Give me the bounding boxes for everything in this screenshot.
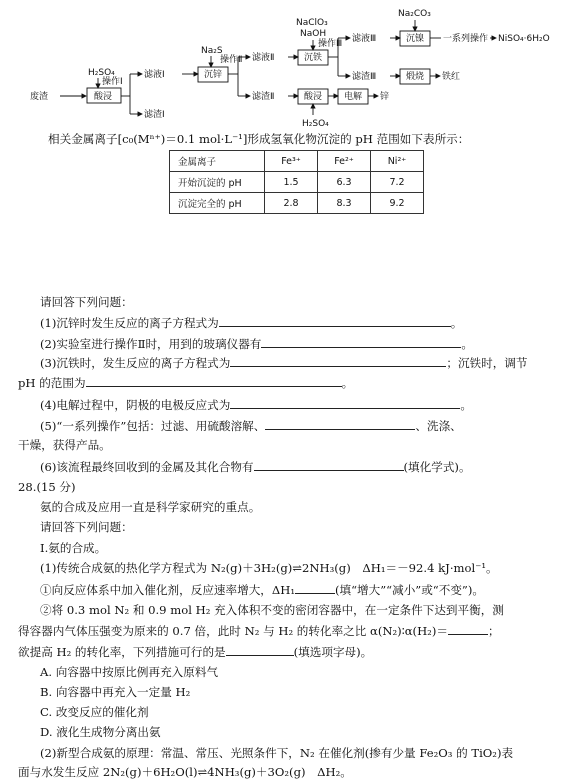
- answer-blank[interactable]: [219, 314, 451, 327]
- flow-residue1: 滤渣Ⅰ: [144, 110, 165, 120]
- q28-1: (1)传统合成氨的热化学方程式为 N₂(g)＋3H₂(g)⇌2NH₃(g) ΔH₁＝－92.4 kJ·mol⁻¹。: [40, 561, 498, 575]
- flow-acid-leach2: 酸浸: [304, 92, 323, 102]
- flow-na2co3: Na₂CO₃: [398, 9, 431, 19]
- intro-line: 相关金属离子[c₀(Mⁿ⁺)＝0.1 mol·L⁻¹]形成氢氧化物沉淀的 pH 范围如下表所示：: [48, 132, 470, 146]
- q28-part1: Ⅰ.氨的合成。: [40, 541, 107, 555]
- q28-2: (2)新型合成氨的原理：常温、常压、光照条件下，N₂ 在催化剂(掺有少量 Fe₂O₃ 的 TiO₂)表: [40, 746, 514, 760]
- q28-header: 28.(15 分): [18, 480, 76, 494]
- flow-fe-precip: 沉铁: [304, 53, 323, 63]
- table-row: 金属离子 Fe³⁺ Fe²⁺ Ni²⁺: [170, 151, 424, 172]
- q28-1b: ②将 0.3 mol N₂ 和 0.9 mol H₂ 充入体积不变的密闭容器中，在一定条件下达到平衡，测: [40, 603, 504, 617]
- table-row: 开始沉淀的 pH 1.5 6.3 7.2: [170, 172, 424, 193]
- q28-1a: ①向反应体系中加入催化剂，反应速率增大，ΔH₁ (填“增大”“减小”或“不变”)。: [40, 583, 484, 597]
- flow-electrolysis: 电解: [344, 92, 363, 102]
- q27-3: (3)沉铁时，发生反应的离子方程式为 ；沉铁时，调节: [40, 356, 528, 370]
- flow-residue3: 滤渣Ⅲ: [352, 72, 377, 82]
- flow-zinc: 锌: [380, 92, 390, 102]
- q28-prompt: 请回答下列问题：: [40, 520, 133, 534]
- q27-4: (4)电解过程中，阴极的电极反应式为 。: [40, 398, 472, 412]
- option-a[interactable]: A. 向容器中按原比例再充入原料气: [40, 665, 219, 679]
- q27-1: (1)沉锌时发生反应的离子方程式为 。: [40, 316, 463, 330]
- flow-iron-red: 铁红: [442, 72, 461, 82]
- flow-product: NiSO₄·6H₂O: [498, 34, 550, 44]
- process-flow-diagram: [30, 0, 550, 132]
- q27-2: (2)实验室进行操作Ⅱ时，用到的玻璃仪器有 。: [40, 337, 474, 351]
- flow-calcine: 煅烧: [406, 72, 425, 82]
- flow-zn-precip: 沉锌: [204, 70, 223, 80]
- flow-filtrate1: 滤液Ⅰ: [144, 70, 165, 80]
- q27-3c: pH 的范围为 。: [18, 376, 354, 390]
- answer-blank[interactable]: [226, 643, 294, 656]
- flow-op3: 操作Ⅲ: [318, 39, 343, 49]
- ph-range-table: [169, 150, 424, 214]
- answer-blank[interactable]: [86, 374, 342, 387]
- answer-blank[interactable]: [230, 396, 460, 409]
- q28-1b-cont: 得容器内气体压强变为原来的 0.7 倍，此时 N₂ 与 H₂ 的转化率之比 α(N₂)∶α(H₂)＝ ；: [18, 624, 500, 638]
- flow-waste: 废渣: [30, 92, 49, 102]
- flow-h2so4-top: H₂SO₄: [88, 68, 115, 78]
- flow-ni-precip: 沉镍: [406, 34, 425, 44]
- q27-6: (6)该流程最终回收到的金属及其化合物有 (填化学式)。: [40, 460, 471, 474]
- option-b[interactable]: B. 向容器中再充入一定量 H₂: [40, 685, 191, 699]
- flow-h2so4-bottom: H₂SO₄: [302, 119, 329, 129]
- q28-intro: 氨的合成及应用一直是科学家研究的重点。: [40, 500, 261, 514]
- answer-blank[interactable]: [261, 335, 461, 348]
- q28-1b-cont2: 欲提高 H₂ 的转化率，下列措施可行的是 (填选项字母)。: [18, 645, 373, 659]
- flow-series-ops: 一系列操作: [443, 34, 489, 44]
- flow-na2s: Na₂S: [201, 46, 223, 56]
- flow-acid-leach: 酸浸: [94, 92, 113, 102]
- flow-naclo3: NaClO₃: [296, 18, 328, 28]
- q27-prompt: 请回答下列问题：: [40, 295, 133, 309]
- flow-residue2: 滤渣Ⅱ: [252, 92, 275, 102]
- flow-op2: 操作Ⅱ: [220, 55, 243, 65]
- answer-blank[interactable]: [295, 581, 335, 594]
- flow-filtrate3: 滤液Ⅲ: [352, 34, 377, 44]
- option-c[interactable]: C. 改变反应的催化剂: [40, 705, 149, 719]
- table-row: 沉淀完全的 pH 2.8 8.3 9.2: [170, 193, 424, 214]
- q27-5c: 干燥，获得产品。: [18, 438, 111, 452]
- q28-2-cont: 面与水发生反应 2N₂(g)＋6H₂O(l)⇌4NH₃(g)＋3O₂(g) ΔH₂。: [18, 765, 352, 779]
- option-d[interactable]: D. 液化生成物分离出氨: [40, 725, 161, 739]
- flow-op1: 操作Ⅰ: [102, 77, 123, 87]
- answer-blank[interactable]: [230, 354, 446, 367]
- answer-blank[interactable]: [254, 458, 404, 471]
- flow-naoh: NaOH: [300, 29, 327, 39]
- q27-5: (5)“一系列操作”包括：过滤、用硫酸溶解、 、洗涤、: [40, 419, 462, 433]
- answer-blank[interactable]: [265, 417, 415, 430]
- flow-filtrate2: 滤液Ⅱ: [252, 53, 275, 63]
- answer-blank[interactable]: [448, 622, 488, 635]
